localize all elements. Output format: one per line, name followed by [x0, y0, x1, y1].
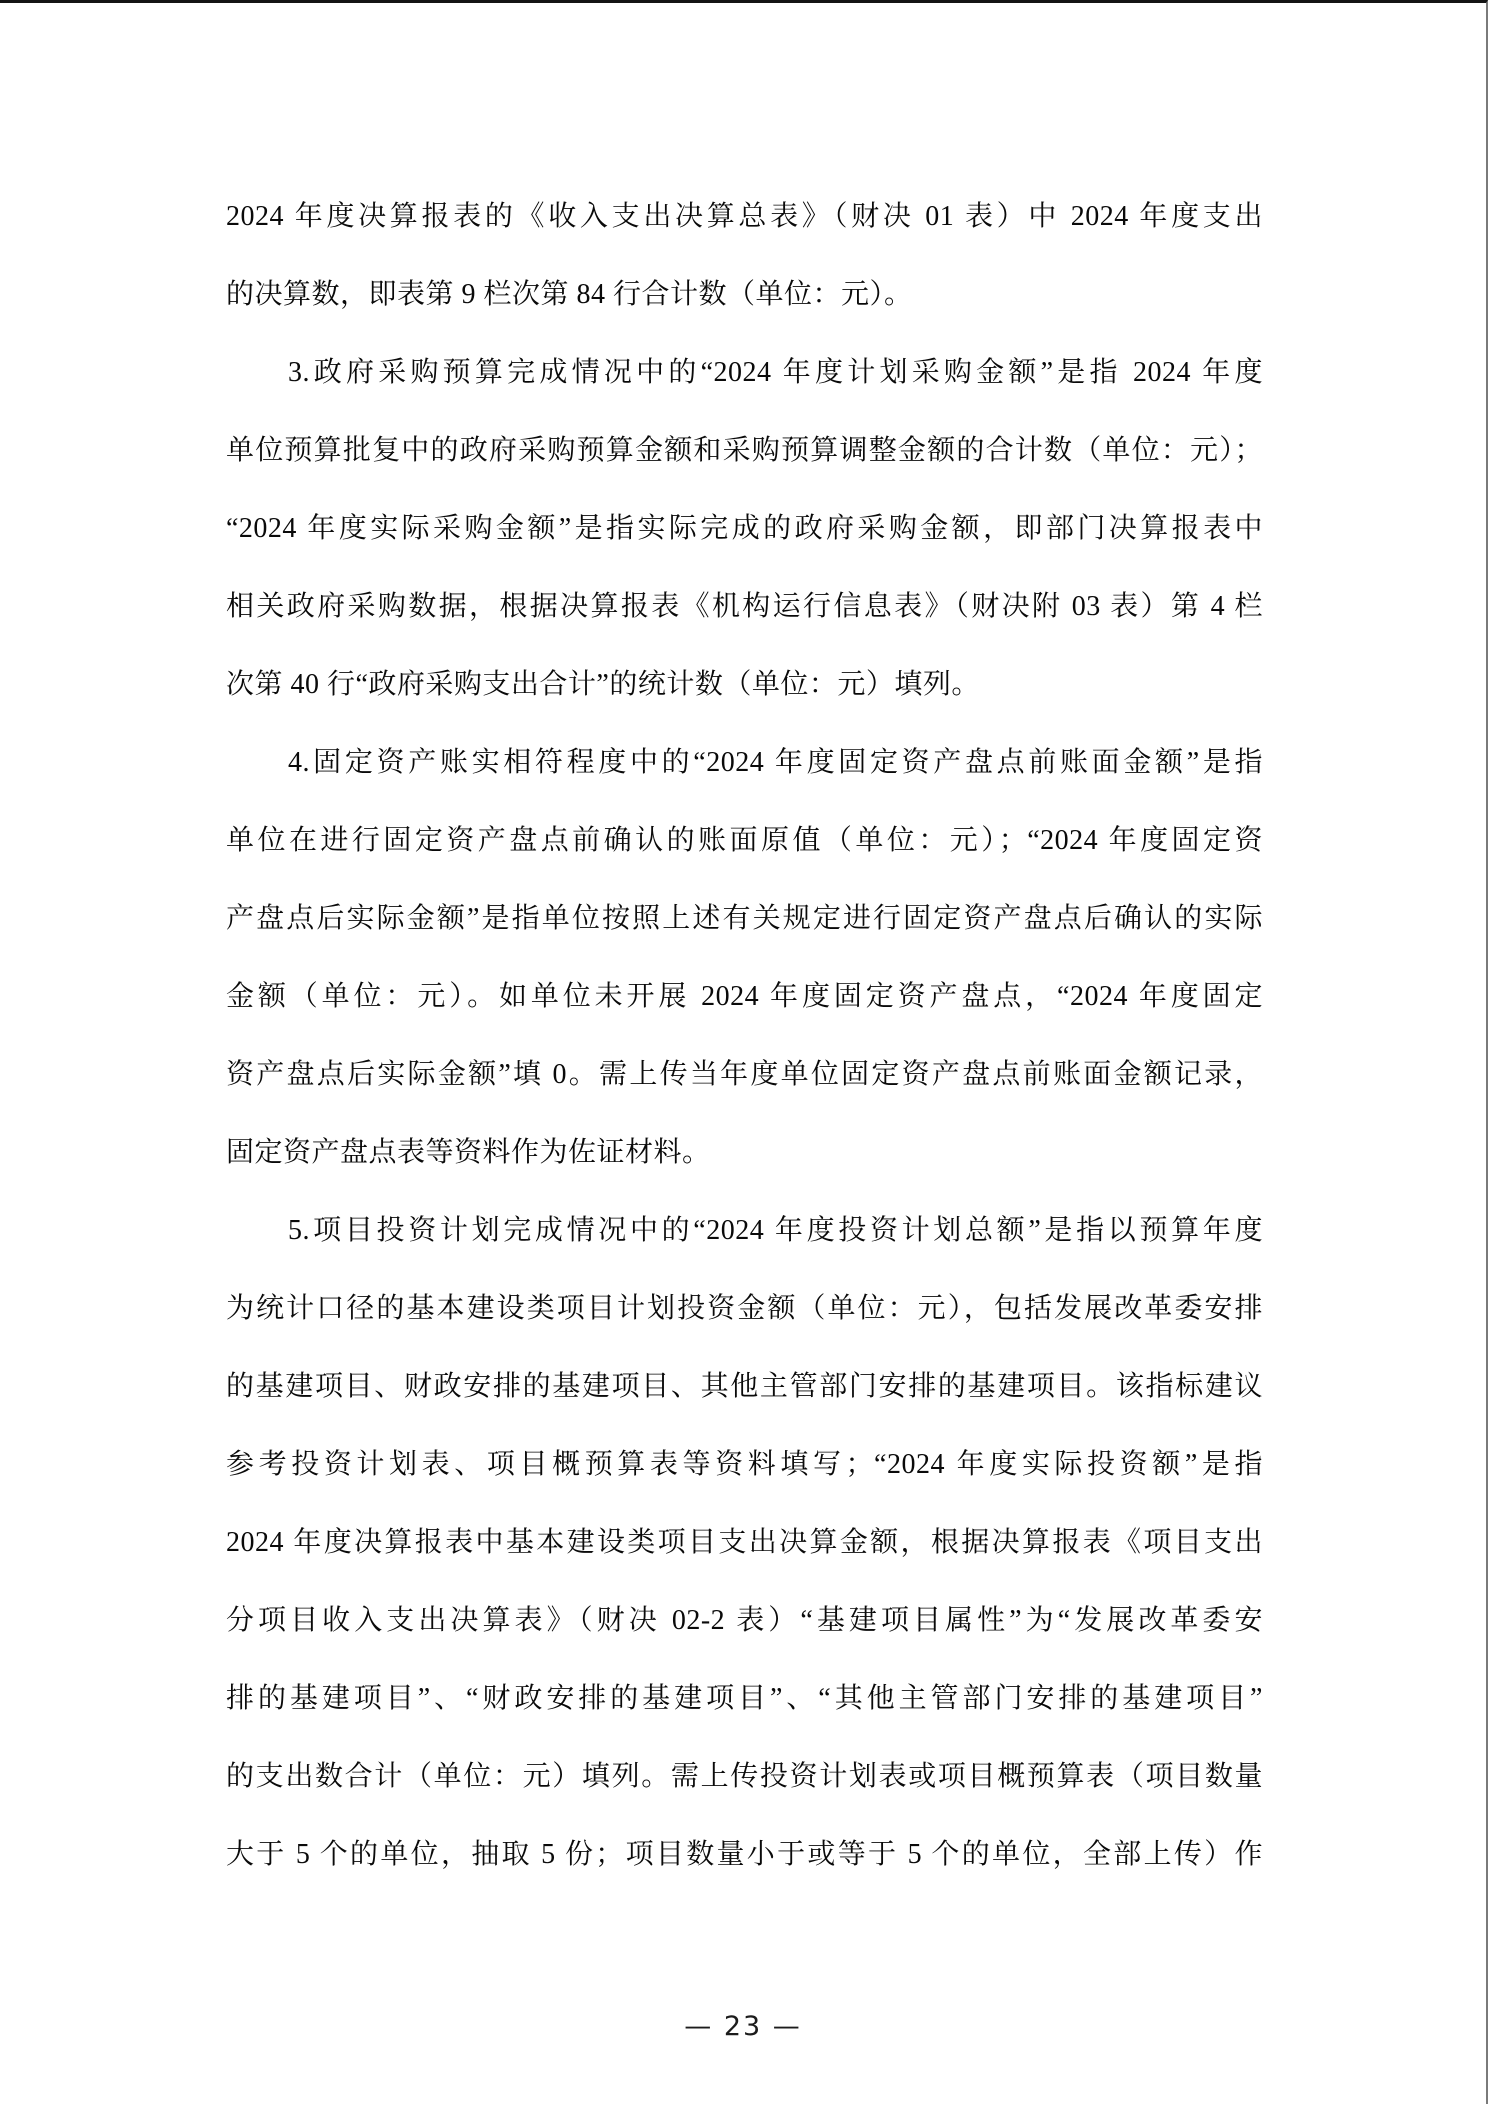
text-line: 的决算数，即表第 9 栏次第 84 行合计数（单位：元）。: [226, 279, 913, 310]
text-line: 的基建项目、财政安排的基建项目、其他主管部门安排的基建项目。该指标建议: [226, 1371, 1263, 1402]
text-line: 5.项目投资计划完成情况中的“2024 年度投资计划总额”是指以预算年度: [288, 1215, 1263, 1246]
text-line: 分项目收入支出决算表》（财决 02-2 表）“基建项目属性”为“发展改革委安: [226, 1605, 1263, 1636]
text-line: 大于 5 个的单位，抽取 5 份；项目数量小于或等于 5 个的单位，全部上传）作: [226, 1839, 1263, 1870]
text-line: “2024 年度实际采购金额”是指实际完成的政府采购金额，即部门决算报表中: [226, 513, 1263, 544]
text-line: 参考投资计划表、项目概预算表等资料填写；“2024 年度实际投资额”是指: [226, 1449, 1263, 1480]
text-line: 2024 年度决算报表的《收入支出决算总表》（财决 01 表）中 2024 年度支出: [226, 201, 1263, 232]
text-line: 相关政府采购数据，根据决算报表《机构运行信息表》（财决附 03 表）第 4 栏: [226, 591, 1263, 622]
text-line: 2024 年度决算报表中基本建设类项目支出决算金额，根据决算报表《项目支出: [226, 1527, 1263, 1558]
text-line: 单位在进行固定资产盘点前确认的账面原值（单位：元）；“2024 年度固定资: [226, 825, 1263, 856]
text-line: 排的基建项目”、“财政安排的基建项目”、“其他主管部门安排的基建项目”: [226, 1683, 1263, 1714]
text-line: 3.政府采购预算完成情况中的“2024 年度计划采购金额”是指 2024 年度: [288, 357, 1263, 388]
text-line: 单位预算批复中的政府采购预算金额和采购预算调整金额的合计数（单位：元）；: [226, 435, 1263, 466]
text-line: 4.固定资产账实相符程度中的“2024 年度固定资产盘点前账面金额”是指: [288, 747, 1263, 778]
text-line: 资产盘点后实际金额”填 0。需上传当年度单位固定资产盘点前账面金额记录，: [226, 1059, 1263, 1090]
text-line: 的支出数合计（单位：元）填列。需上传投资计划表或项目概预算表（项目数量: [226, 1761, 1263, 1792]
page-number: — 23 —: [684, 2011, 802, 2042]
document-body: [226, 178, 1263, 1894]
text-line: 金额（单位：元）。如单位未开展 2024 年度固定资产盘点，“2024 年度固定: [226, 981, 1263, 1012]
text-line: 为统计口径的基本建设类项目计划投资金额（单位：元），包括发展改革委安排: [226, 1293, 1263, 1324]
text-line: 次第 40 行“政府采购支出合计”的统计数（单位：元）填列。: [226, 669, 980, 700]
text-line: 固定资产盘点表等资料作为佐证材料。: [226, 1137, 711, 1168]
text-line: 产盘点后实际金额”是指单位按照上述有关规定进行固定资产盘点后确认的实际: [226, 903, 1263, 934]
page-footer: [0, 2011, 1486, 2042]
